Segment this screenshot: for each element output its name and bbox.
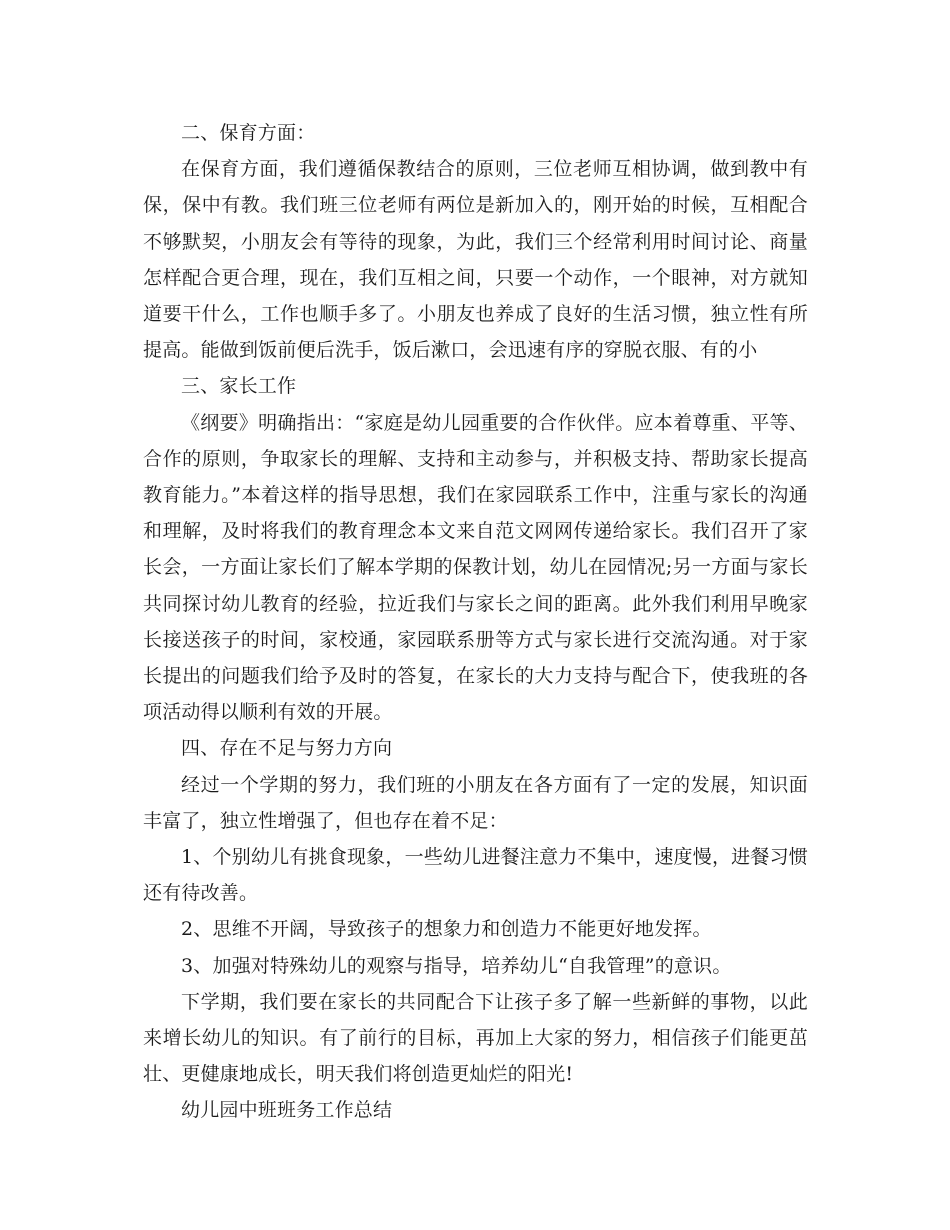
- paragraph-shortcomings-intro: 经过一个学期的努力，我们班的小朋友在各方面有了一定的发展，知识面丰富了，独立性增强了，但也存在着不足：: [143, 773, 808, 832]
- list-item-2: 2、思维不开阔，导致孩子的想象力和创造力不能更好地发挥。: [181, 918, 712, 941]
- list-item-3: 3、加强对特殊幼儿的观察与指导，培养幼儿“自我管理”的意识。: [181, 954, 732, 977]
- section-heading-parent-work: 三、家长工作: [181, 375, 297, 398]
- document-title-next: 幼儿园中班班务工作总结: [181, 1099, 393, 1122]
- paragraph-parent-work: 《纲要》明确指出：“家庭是幼儿园重要的合作伙伴。应本着尊重、平等、合作的原则，争取家长的理解、支持和主动参与，并积极支持、帮助家长提高教育能力。”本着这样的指导思想，我们在家园联系工作中，注重与家长的沟通和理解，及时将我们的教育理念本文来自范文网网传递给家长。我们召开了家长会，一方面让家长们了解本学期的保教计划，幼儿在园情况;另一方面与家长共同探讨幼儿教育的经验，拉近我们与家长之间的距离。此外我们利用早晚家长接送孩子的时间，家校通，家园联系册等方式与家长进行交流沟通。对于家长提出的问题我们给予及时的答复，在家长的大力支持与配合下，使我班的各项活动得以顺利有效的开展。: [143, 411, 808, 724]
- paragraph-childcare: 在保育方面，我们遵循保教结合的原则，三位老师互相协调，做到教中有保，保中有教。我们班三位老师有两位是新加入的，刚开始的时候，互相配合不够默契，小朋友会有等待的现象，为此，我们三个经常利用时间讨论、商量怎样配合更合理，现在，我们互相之间，只要一个动作，一个眼神，对方就知道要干什么，工作也顺手多了。小朋友也养成了良好的生活习惯，独立性有所提高。能做到饭前便后洗手，饭后漱口，会迅速有序的穿脱衣服、有的小: [143, 158, 808, 362]
- document-body: [143, 115, 808, 1129]
- paragraph-next-semester: 下学期，我们要在家长的共同配合下让孩子多了解一些新鲜的事物，以此来增长幼儿的知识。有了前行的目标，再加上大家的努力，相信孩子们能更茁壮、更健康地成长，明天我们将创造更灿烂的阳光!: [143, 990, 808, 1086]
- section-heading-childcare: 二、保育方面：: [181, 122, 316, 144]
- list-item-1: 1、个别幼儿有挑食现象，一些幼儿进餐注意力不集中，速度慢，进餐习惯还有待改善。: [143, 846, 808, 905]
- section-heading-shortcomings: 四、存在不足与努力方向: [181, 737, 393, 760]
